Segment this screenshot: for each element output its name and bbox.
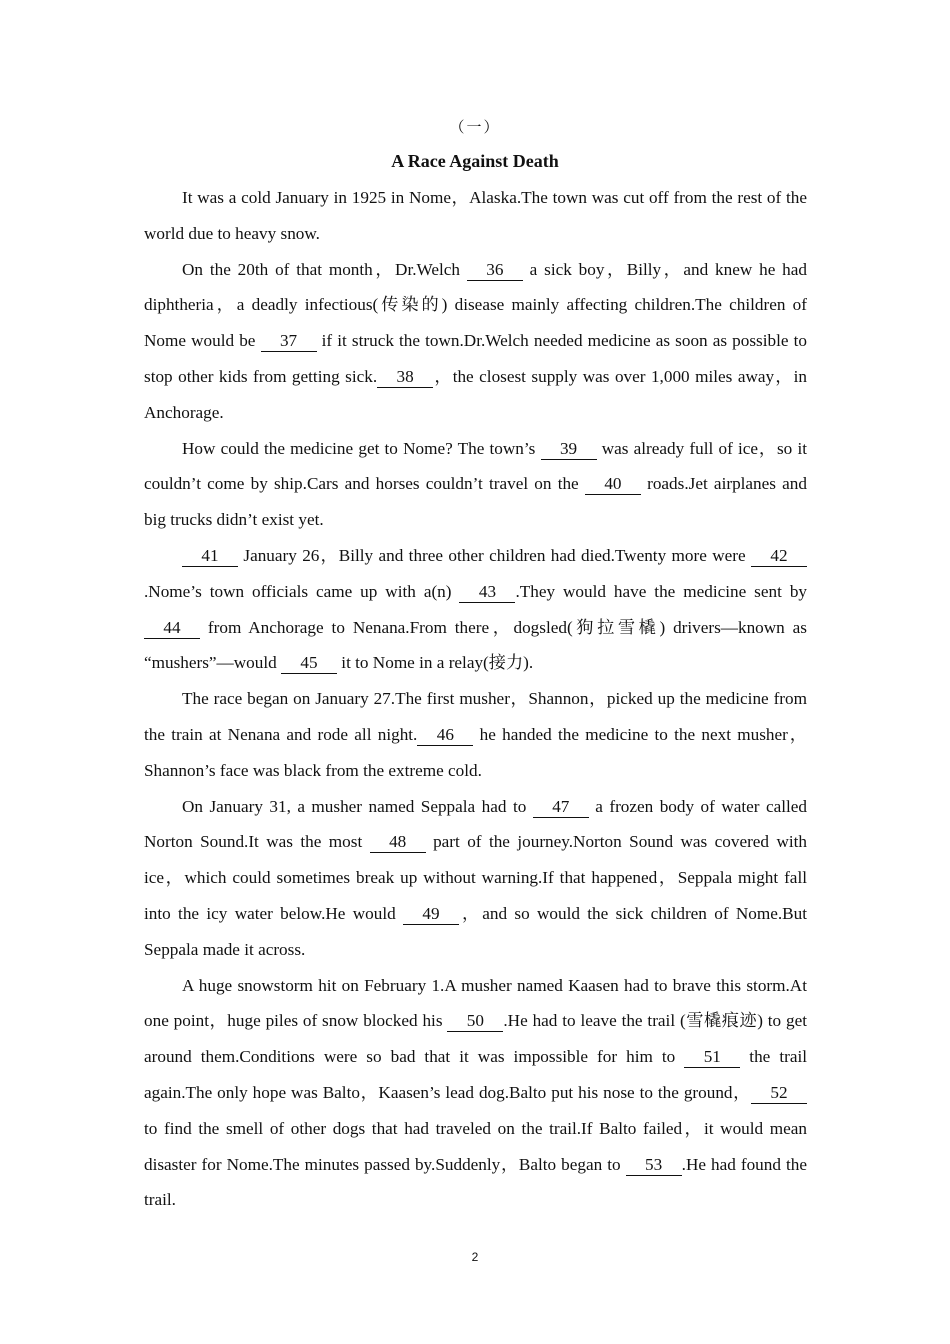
answer-blank: 45 (281, 653, 337, 674)
passage-text: was already full of ice，so it couldn’t come by ship.Cars and horses couldn’t travel on the (144, 438, 808, 494)
passage-text: The race began on January 27.The first musher，Shannon，picked up the medicine from the train at Nenana and rode all night. (144, 689, 807, 744)
answer-blank: 53 (626, 1155, 682, 1176)
paragraph (144, 538, 807, 681)
answer-blank: 46 (417, 725, 473, 746)
passage-text: A huge snowstorm hit on February 1.A musher named Kaasen had to brave this storm.At one point，huge piles of snow blocked his (144, 975, 807, 1031)
answer-blank: 36 (467, 260, 523, 281)
passage-text: a frozen body of water called Norton Sound.It was the most (144, 796, 807, 852)
answer-blank: 51 (684, 1047, 740, 1068)
passage-text: the trail again.The only hope was Balto，Kaasen’s lead dog.Balto put his nose to the ground， (144, 1047, 807, 1102)
passage-text: On January 31, a musher named Seppala had to (182, 796, 533, 816)
answer-blank: 43 (459, 582, 515, 603)
paragraph (144, 180, 807, 252)
passage-text: ，the closest supply was over 1,000 miles away，in Anchorage. (144, 366, 807, 422)
answer-blank: 37 (261, 331, 317, 352)
passage-title: A Race Against Death (391, 151, 559, 171)
passage-text: January 26，Billy and three other children had died.Twenty more were (238, 545, 751, 565)
passage-text: part of the journey.Norton Sound was covered with ice，which could sometimes break up without warning.If that happened，Seppala might fall into the icy water below.He would (144, 832, 807, 923)
passage-text: ，and so would the sick children of Nome.But Seppala made it across. (144, 903, 807, 959)
answer-blank: 41 (182, 546, 238, 567)
paragraph (144, 431, 807, 538)
passage-text: On the 20th of that month，Dr.Welch (182, 259, 467, 279)
paragraph (144, 968, 807, 1219)
answer-blank: 39 (541, 439, 597, 460)
passage-text: .He had found the trail. (144, 1154, 807, 1210)
passage-text: How could the medicine get to Nome? The town’s (182, 438, 541, 458)
passage-body (144, 180, 807, 1218)
answer-blank: 52 (751, 1083, 807, 1104)
passage-text: .They would have the medicine sent by (515, 581, 808, 601)
passage-text: he handed the medicine to the next musher，Shannon’s face was black from the extreme cold. (144, 724, 807, 780)
section-number: （一） (449, 120, 501, 136)
answer-blank: 47 (533, 797, 589, 818)
passage-text: it to Nome in a relay(接力). (337, 653, 534, 673)
paragraph (144, 252, 807, 431)
page-number: 2 (471, 1250, 479, 1264)
answer-blank: 38 (377, 367, 433, 388)
passage-text: if it struck the town.Dr.Welch needed medicine as soon as possible to stop other kids from getting sick. (144, 331, 807, 386)
answer-blank: 42 (751, 546, 807, 567)
passage-text: from Anchorage to Nenana.From there，dogsled(狗拉雪橇) drivers—known as “mushers”—would (144, 617, 807, 673)
answer-blank: 48 (370, 832, 426, 853)
passage-text: .He had to leave the trail (雪橇痕迹) to get around them.Conditions were so bad that it was impossible for him to (144, 1011, 807, 1067)
passage-text: roads.Jet airplanes and big trucks didn’t exist yet. (144, 474, 807, 530)
passage-text: It was a cold January in 1925 in Nome，Alaska.The town was cut off from the rest of the world due to heavy snow. (144, 188, 807, 243)
passage-text: a sick boy，Billy，and knew he had diphtheria，a deadly infectious(传染的) disease mainly affecting children.The children of Nome would be (144, 259, 807, 351)
answer-blank: 49 (403, 904, 459, 925)
answer-blank: 40 (585, 474, 641, 495)
paragraph (144, 789, 807, 968)
answer-blank: 44 (144, 618, 200, 639)
passage-text: .Nome’s town officials came up with a(n) (144, 581, 460, 601)
answer-blank: 50 (447, 1011, 503, 1032)
paragraph (144, 681, 807, 788)
passage-text: to find the smell of other dogs that had traveled on the trail.If Balto failed，it would mean disaster for Nome.The minutes passed by.Suddenly，Balto began to (144, 1118, 807, 1174)
